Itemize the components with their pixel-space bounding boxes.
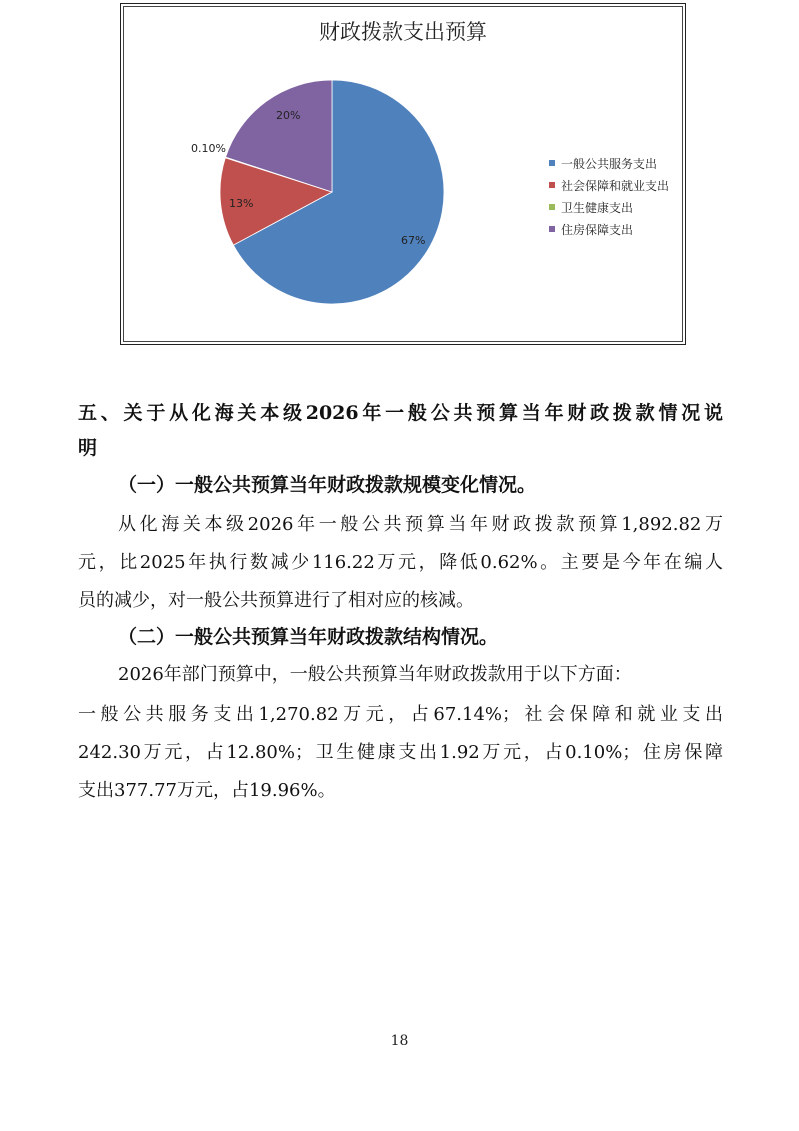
legend-label: 社会保障和就业支出 [561,178,670,193]
paragraph-line: 242.30万元，占12.80%；卫生健康支出1.92万元，占0.10%；住房保障 [78,742,723,763]
chart-title: 财政拨款支出预算 [319,20,487,44]
paragraph-line: 元，比2025年执行数减少116.22万元，降低0.62%。主要是今年在编人 [78,552,723,573]
legend-swatch [549,226,555,232]
legend-item [549,174,669,196]
legend-swatch [549,160,555,166]
paragraph-line: 一般公共服务支出1,270.82万元，占67.14%；社会保障和就业支出 [78,704,723,725]
paragraph-line: 从化海关本级2026年一般公共预算当年财政拨款预算1,892.82万 [118,514,723,535]
chart-legend [549,152,669,240]
legend-label: 一般公共服务支出 [561,156,658,171]
legend-label: 卫生健康支出 [561,200,634,215]
legend-item [549,152,669,174]
slice-data-label: 20% [276,109,301,122]
subsection-heading: （一）一般公共预算当年财政拨款规模变化情况。 [118,474,537,496]
page-number: 18 [390,1033,409,1049]
subsection-heading: （二）一般公共预算当年财政拨款结构情况。 [118,626,499,648]
slice-data-label: 0.10% [191,142,226,155]
legend-swatch [549,204,555,210]
legend-swatch [549,182,555,188]
slice-data-label: 67% [401,234,426,247]
chart-frame [120,3,686,345]
paragraph-line: 支出377.77万元，占19.96%。 [78,780,336,801]
paragraph-line: 2026年部门预算中，一般公共预算当年财政拨款用于以下方面： [118,664,632,685]
legend-item [549,196,669,218]
slice-data-label: 13% [229,197,254,210]
legend-label: 住房保障支出 [561,222,634,237]
section-heading-line: 明 [78,437,98,459]
section-heading-line: 五、关于从化海关本级2026年一般公共预算当年财政拨款情况说 [78,402,723,424]
paragraph-line: 员的减少，对一般公共预算进行了相对应的核减。 [78,590,474,611]
legend-item [549,218,669,240]
